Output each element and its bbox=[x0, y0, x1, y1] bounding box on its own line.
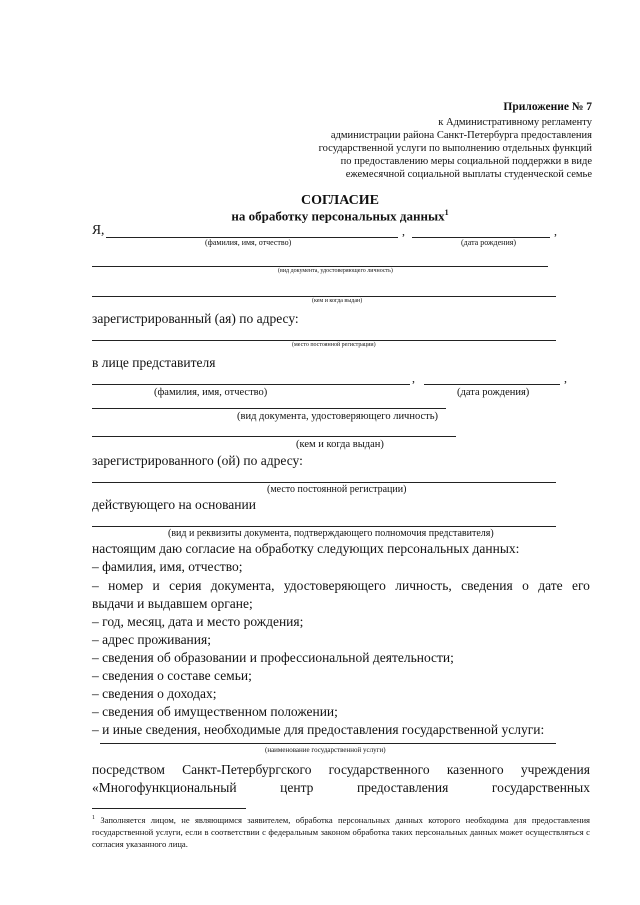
word: центр bbox=[280, 780, 314, 795]
title-footnote-mark: 1 bbox=[444, 208, 449, 217]
word: государственных bbox=[491, 780, 590, 795]
word: сведения bbox=[461, 578, 513, 593]
representative-registered-label: зарегистрированного (ой) по адресу: bbox=[92, 453, 303, 468]
consent-item-family: – сведения о составе семьи; bbox=[92, 668, 252, 683]
appendix-number: Приложение № 7 bbox=[503, 101, 592, 113]
header-line-3: государственной услуги по выполнению отдельных функций bbox=[318, 143, 592, 154]
word: учреждения bbox=[520, 762, 590, 777]
basis-document-field[interactable] bbox=[92, 526, 556, 527]
consent-item-property: – сведения об имущественном положении; bbox=[92, 704, 338, 719]
document-title: СОГЛАСИЕ bbox=[301, 193, 379, 208]
word: номер bbox=[108, 578, 144, 593]
footnote-mark: 1 bbox=[92, 815, 95, 821]
word: и bbox=[152, 578, 160, 593]
consent-item-income: – сведения о доходах; bbox=[92, 686, 217, 701]
representative-document-caption: (вид документа, удостоверяющего личность) bbox=[237, 411, 439, 422]
consent-item-education: – сведения об образовании и профессиональной деятельности; bbox=[92, 650, 454, 665]
representative-issued-field[interactable] bbox=[92, 436, 456, 437]
word: документа, bbox=[210, 578, 275, 593]
representative-birth-caption: (дата рождения) bbox=[457, 387, 530, 398]
applicant-address-caption: (место постоянной регистрации) bbox=[292, 342, 376, 348]
representative-issued-caption: (кем и когда выдан) bbox=[296, 439, 384, 450]
consent-item-other: – и иные сведения, необходимые для предоставления государственной услуги: bbox=[92, 722, 545, 737]
consent-item-document-line2: выдачи и выдавшем органе; bbox=[92, 596, 253, 611]
basis-label: действующего на основании bbox=[92, 497, 256, 512]
applicant-end-comma: , bbox=[554, 224, 557, 238]
representative-birth-field[interactable] bbox=[424, 384, 560, 385]
applicant-comma: , bbox=[402, 224, 405, 238]
via-line-1 bbox=[92, 762, 590, 778]
applicant-name-caption: (фамилия, имя, отчество) bbox=[205, 238, 292, 247]
word: личность, bbox=[395, 578, 452, 593]
header-line-5: ежемесячной социальной выплаты студенческой семье bbox=[345, 169, 592, 180]
header-line-4: по предоставлению меры социальной поддержки в виде bbox=[340, 156, 592, 167]
document-subtitle-text: на обработку персональных данных bbox=[231, 208, 445, 224]
representative-document-field[interactable] bbox=[92, 408, 446, 409]
applicant-birth-caption: (дата рождения) bbox=[461, 238, 517, 247]
applicant-issued-caption: (кем и когда выдан) bbox=[312, 298, 363, 304]
word: – bbox=[92, 578, 99, 593]
basis-document-caption: (вид и реквизиты документа, подтверждающего полномочия представителя) bbox=[168, 528, 494, 539]
word: предоставления bbox=[356, 780, 449, 795]
footnote-separator bbox=[92, 808, 246, 809]
applicant-prefix: Я, bbox=[92, 222, 105, 237]
word: Санкт-Петербургского bbox=[182, 762, 312, 777]
consent-item-name: – фамилия, имя, отчество; bbox=[92, 559, 243, 574]
word: посредством bbox=[92, 762, 165, 777]
word: серия bbox=[169, 578, 202, 593]
word: «Многофункциональный bbox=[92, 780, 237, 795]
applicant-document-field[interactable] bbox=[92, 266, 548, 267]
representative-comma: , bbox=[412, 371, 415, 385]
applicant-document-caption: (вид документа, удостоверяющего личность) bbox=[278, 268, 393, 274]
applicant-issued-field[interactable] bbox=[92, 296, 556, 297]
representative-address-caption: (место постоянной регистрации) bbox=[267, 484, 407, 495]
word: дате bbox=[538, 578, 563, 593]
footnote-text: Заполняется лицом, не являющимся заявителем, обработка персональных данных которого необходима для предоставления государственной услуги, если в соответствии с федеральным законом обработка таких персональных данных может осуществляться с согласия указанного лица. bbox=[92, 814, 590, 849]
applicant-address-field[interactable] bbox=[92, 340, 556, 341]
consent-intro: настоящим даю согласие на обработку следующих персональных данных: bbox=[92, 541, 520, 556]
via-line-2 bbox=[92, 780, 590, 796]
consent-item-document-line1 bbox=[92, 578, 590, 594]
word: о bbox=[522, 578, 529, 593]
word: его bbox=[571, 578, 590, 593]
header-line-2: администрации района Санкт-Петербурга предоставления bbox=[330, 130, 592, 141]
representative-address-field[interactable] bbox=[92, 482, 556, 483]
representative-name-field[interactable] bbox=[92, 384, 410, 385]
representative-label: в лице представителя bbox=[92, 355, 216, 370]
applicant-registered-label: зарегистрированный (ая) по адресу: bbox=[92, 311, 299, 326]
header-line-1: к Административному регламенту bbox=[438, 117, 592, 128]
footnote bbox=[92, 812, 590, 850]
consent-item-birth: – год, месяц, дата и место рождения; bbox=[92, 614, 304, 629]
word: удостоверяющего bbox=[283, 578, 386, 593]
consent-item-address: – адрес проживания; bbox=[92, 632, 211, 647]
word: казенного bbox=[446, 762, 504, 777]
service-name-caption: (наименование государственной услуги) bbox=[265, 746, 386, 754]
representative-end-comma: , bbox=[564, 371, 567, 385]
service-name-field[interactable] bbox=[100, 743, 556, 744]
representative-name-caption: (фамилия, имя, отчество) bbox=[154, 387, 268, 398]
word: государственного bbox=[328, 762, 430, 777]
